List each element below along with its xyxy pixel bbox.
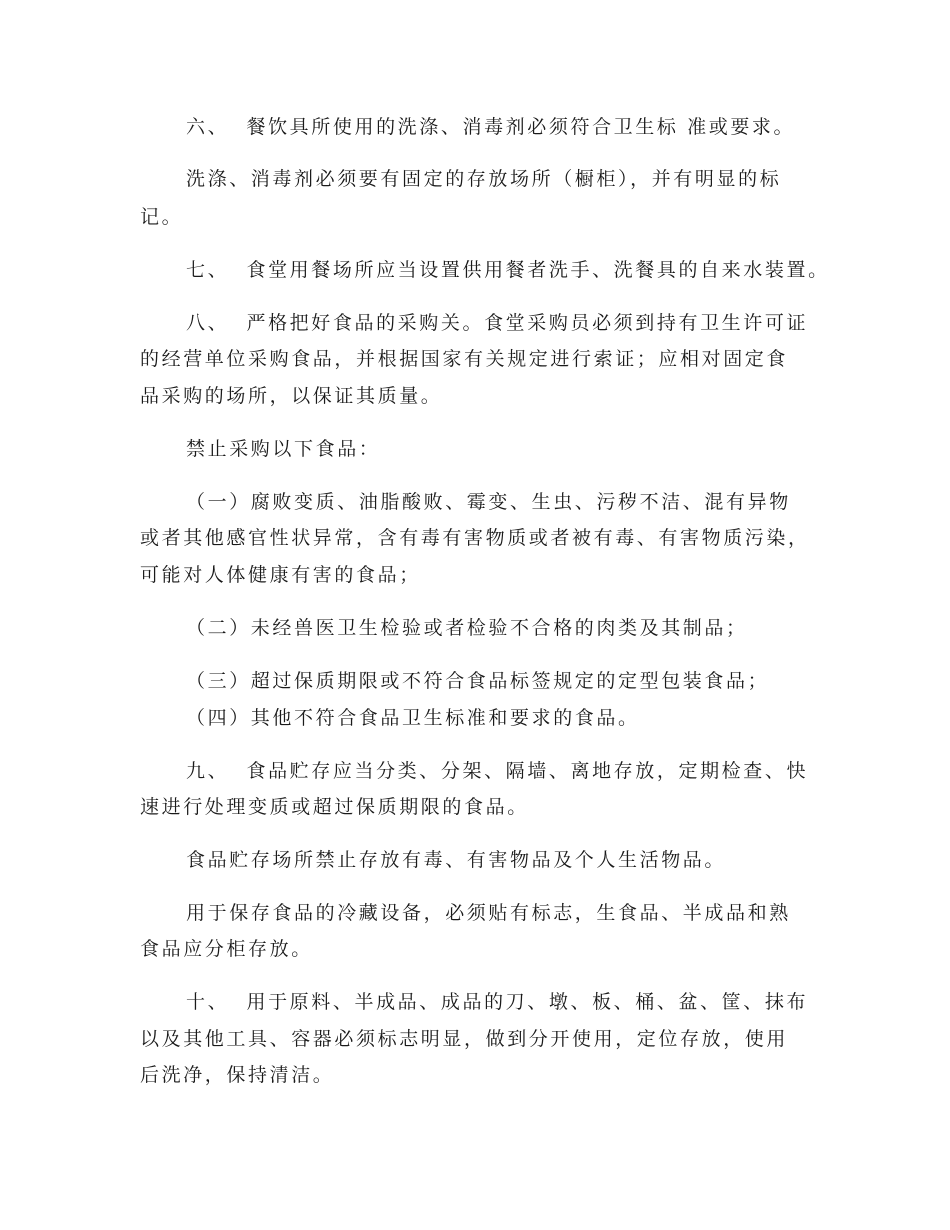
refrigeration-line-1: 用于保存食品的冷藏设备，必须贴有标志，生食品、半成品和熟 [186, 902, 791, 924]
clause-10-line-2: 以及其他工具、容器必须标志明显，做到分开使用，定位存放，使用 [140, 1028, 789, 1050]
clause-10-line-3: 后洗净，保持清洁。 [140, 1064, 335, 1086]
clause-6-line-3: 记。 [140, 206, 184, 228]
storage-rule-line: 食品贮存场所禁止存放有毒、有害物品及个人生活物品。 [186, 849, 727, 871]
clause-8-line-3: 品采购的场所，以保证其质量。 [140, 385, 443, 407]
clause-6-line-2: 洗涤、消毒剂必须要有固定的存放场所（橱柜），并有明显的标 [186, 168, 782, 190]
clause-6-line-1: 六、 餐饮具所使用的洗涤、消毒剂必须符合卫生标 准或要求。 [186, 116, 796, 138]
refrigeration-line-2: 食品应分柜存放。 [140, 938, 313, 960]
clause-9-line-1: 九、 食品贮存应当分类、分架、隔墙、离地存放，定期检查、快 [186, 760, 809, 782]
clause-8-line-1: 八、 严格把好食品的采购关。食堂采购员必须到持有卫生许可证 [186, 312, 809, 334]
item-1-line-2: 或者其他感官性状异常，含有毒有害物质或者被有毒、有害物质污染， [140, 527, 810, 549]
item-4-line: （四）其他不符合食品卫生标准和要求的食品。 [186, 707, 640, 729]
clause-10-line-1: 十、 用于原料、半成品、成品的刀、墩、板、桶、盆、筐、抹布 [186, 991, 809, 1013]
item-1-line-1: （一）腐败变质、油脂酸败、霉变、生虫、污秽不洁、混有异物 [186, 491, 791, 513]
prohibited-heading: 禁止采购以下食品： [186, 438, 381, 460]
clause-8-line-2: 的经营单位采购食品，并根据国家有关规定进行索证；应相对固定食 [140, 348, 789, 370]
item-3-line: （三）超过保质期限或不符合食品标签规定的定型包装食品； [186, 670, 770, 692]
clause-7-line-1: 七、 食堂用餐场所应当设置供用餐者洗手、洗餐具的自来水装置。 [186, 259, 830, 281]
clause-9-line-2: 速进行处理变质或超过保质期限的食品。 [140, 796, 529, 818]
item-2-line: （二）未经兽医卫生检验或者检验不合格的肉类及其制品； [186, 617, 748, 639]
item-1-line-3: 可能对人体健康有害的食品； [140, 564, 421, 586]
